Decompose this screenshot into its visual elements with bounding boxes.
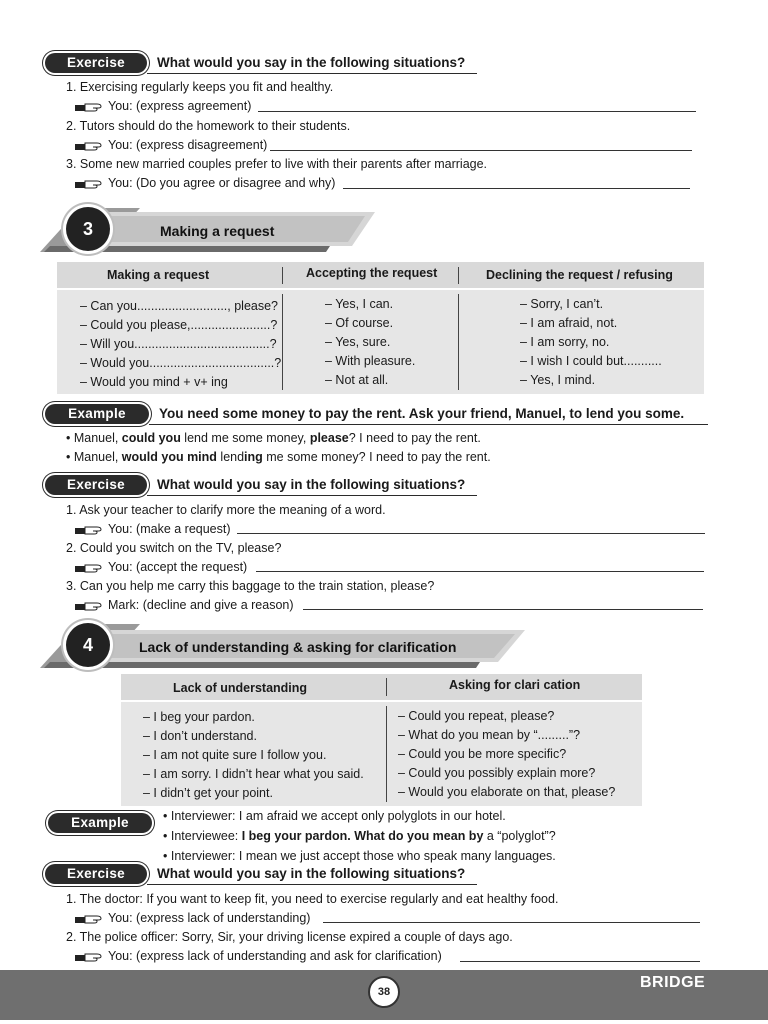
exercise-answer-row [74, 911, 310, 925]
table-cell: – Sorry, I can’t. [520, 297, 604, 311]
exercise-question: 2. Could you switch on the TV, please? [66, 541, 282, 555]
exercise-question: 1. Ask your teacher to clarify more the meaning of a word. [66, 503, 386, 517]
exercise-heading: What would you say in the following situations? [157, 477, 466, 492]
column-divider [282, 294, 283, 390]
example-line: • Interviewer: I am afraid we accept only polyglots in our hotel. [163, 809, 506, 823]
table-cell: – Yes, sure. [325, 335, 391, 349]
example-line: • Manuel, could you lend me some money, please? I need to pay the rent. [66, 431, 481, 445]
table-cell: – I don’t understand. [143, 729, 257, 743]
answer-line[interactable] [460, 961, 700, 962]
table-cell: – Would you mind + v+ ing [80, 375, 228, 389]
section-title: Making a request [160, 223, 275, 239]
exercise-answer-row [74, 99, 251, 113]
section-number: 3 [66, 207, 110, 251]
exercise-tag: Exercise [45, 53, 147, 73]
answer-prompt: Mark: (decline and give a reason) [108, 598, 294, 612]
table-cell: – What do you mean by “.........”? [398, 728, 581, 742]
pointing-hand-icon [74, 525, 102, 535]
answer-prompt: You: (express lack of understanding) [108, 911, 311, 925]
table-cell: – Could you please,.......................? [80, 318, 278, 332]
pointing-hand-icon [74, 179, 102, 189]
section-title: Lack of understanding & asking for clarification [139, 639, 457, 655]
exercise-question: 1. Exercising regularly keeps you fit and healthy. [66, 80, 334, 94]
table-cell: – Could you be more specific? [398, 747, 567, 761]
answer-prompt: You: (express agreement) [108, 99, 252, 113]
example-line: • Interviewer: I mean we just accept those who speak many languages. [163, 849, 556, 863]
pointing-hand-icon [74, 102, 102, 112]
heading-underline [147, 495, 477, 496]
table-cell: – Will you.......................................? [80, 337, 277, 351]
exercise-answer-row [74, 598, 294, 612]
table-cell: – Yes, I mind. [520, 373, 596, 387]
pointing-hand-icon [74, 141, 102, 151]
example-line: • Interviewee: I beg your pardon. What do you mean by a “polyglot”? [163, 829, 556, 843]
heading-underline [149, 424, 708, 425]
example-tag: Example [45, 404, 149, 424]
heading-underline [147, 73, 477, 74]
answer-line[interactable] [303, 609, 703, 610]
answer-prompt: You: (Do you agree or disagree and why) [108, 176, 336, 190]
exercise-answer-row [74, 560, 247, 574]
table-cell: – Would you....................................? [80, 356, 282, 370]
answer-line[interactable] [270, 150, 692, 151]
exercise-answer-row [74, 138, 267, 152]
table-cell: – I am sorry, no. [520, 335, 610, 349]
table-header-cell: Accepting the request [306, 266, 438, 280]
column-divider [386, 678, 387, 696]
table-cell: – I am not quite sure I follow you. [143, 748, 327, 762]
exercise-answer-row [74, 949, 442, 963]
exercise-question: 3. Some new married couples prefer to live with their parents after marriage. [66, 157, 488, 171]
example-tag: Example [48, 813, 152, 833]
pointing-hand-icon [74, 952, 102, 962]
heading-underline [147, 884, 477, 885]
exercise-tag: Exercise [45, 475, 147, 495]
column-divider [458, 294, 459, 390]
example-heading: You need some money to pay the rent. Ask your friend, Manuel, to lend you some. [159, 406, 685, 421]
exercise-tag: Exercise [45, 864, 147, 884]
exercise-heading: What would you say in the following situations? [157, 55, 466, 70]
table-cell: – With pleasure. [325, 354, 416, 368]
answer-prompt: You: (express lack of understanding and ask for clarification) [108, 949, 442, 963]
exercise-question: 2. Tutors should do the homework to their students. [66, 119, 351, 133]
answer-line[interactable] [256, 571, 704, 572]
table-cell: – Could you possibly explain more? [398, 766, 596, 780]
table-cell: – Yes, I can. [325, 297, 394, 311]
table-cell: – I beg your pardon. [143, 710, 255, 724]
table-cell: – Can you.........................., please? [80, 299, 279, 313]
table-cell: – Of course. [325, 316, 394, 330]
exercise-question: 2. The police officer: Sorry, Sir, your driving license expired a couple of days ago. [66, 930, 513, 944]
answer-line[interactable] [343, 188, 690, 189]
table-cell: – Would you elaborate on that, please? [398, 785, 616, 799]
table-header-cell: Making a request [107, 268, 210, 282]
exercise-question: 1. The doctor: If you want to keep fit, you need to exercise regularly and eat healthy food. [66, 892, 559, 906]
answer-prompt: You: (accept the request) [108, 560, 248, 574]
pointing-hand-icon [74, 601, 102, 611]
example-line: • Manuel, would you mind lending me some money? I need to pay the rent. [66, 450, 491, 464]
brand-logo: BRIDGE [640, 974, 706, 991]
exercise-answer-row [74, 176, 335, 190]
answer-prompt: You: (make a request) [108, 522, 231, 536]
column-divider [458, 267, 459, 284]
table-cell: – I am sorry. I didn’t hear what you said. [143, 767, 364, 781]
table-cell: – Could you repeat, please? [398, 709, 555, 723]
column-divider [386, 706, 387, 802]
answer-line[interactable] [258, 111, 696, 112]
table-header-cell: Asking for clari cation [449, 678, 581, 692]
pointing-hand-icon [74, 914, 102, 924]
exercise-answer-row [74, 522, 231, 536]
table-cell: – Not at all. [325, 373, 389, 387]
table-cell: – I wish I could but........... [520, 354, 662, 368]
answer-line[interactable] [237, 533, 705, 534]
exercise-heading: What would you say in the following situations? [157, 866, 466, 881]
column-divider [282, 267, 283, 284]
pointing-hand-icon [74, 563, 102, 573]
page-number: 38 [368, 976, 400, 1008]
answer-prompt: You: (express disagreement) [108, 138, 268, 152]
table-header-cell: Declining the request / refusing [486, 268, 673, 282]
section-number: 4 [66, 623, 110, 667]
table-cell: – I didn’t get your point. [143, 786, 273, 800]
table-header-cell: Lack of understanding [173, 681, 308, 695]
exercise-question: 3. Can you help me carry this baggage to the train station, please? [66, 579, 435, 593]
table-cell: – I am afraid, not. [520, 316, 618, 330]
answer-line[interactable] [323, 922, 700, 923]
